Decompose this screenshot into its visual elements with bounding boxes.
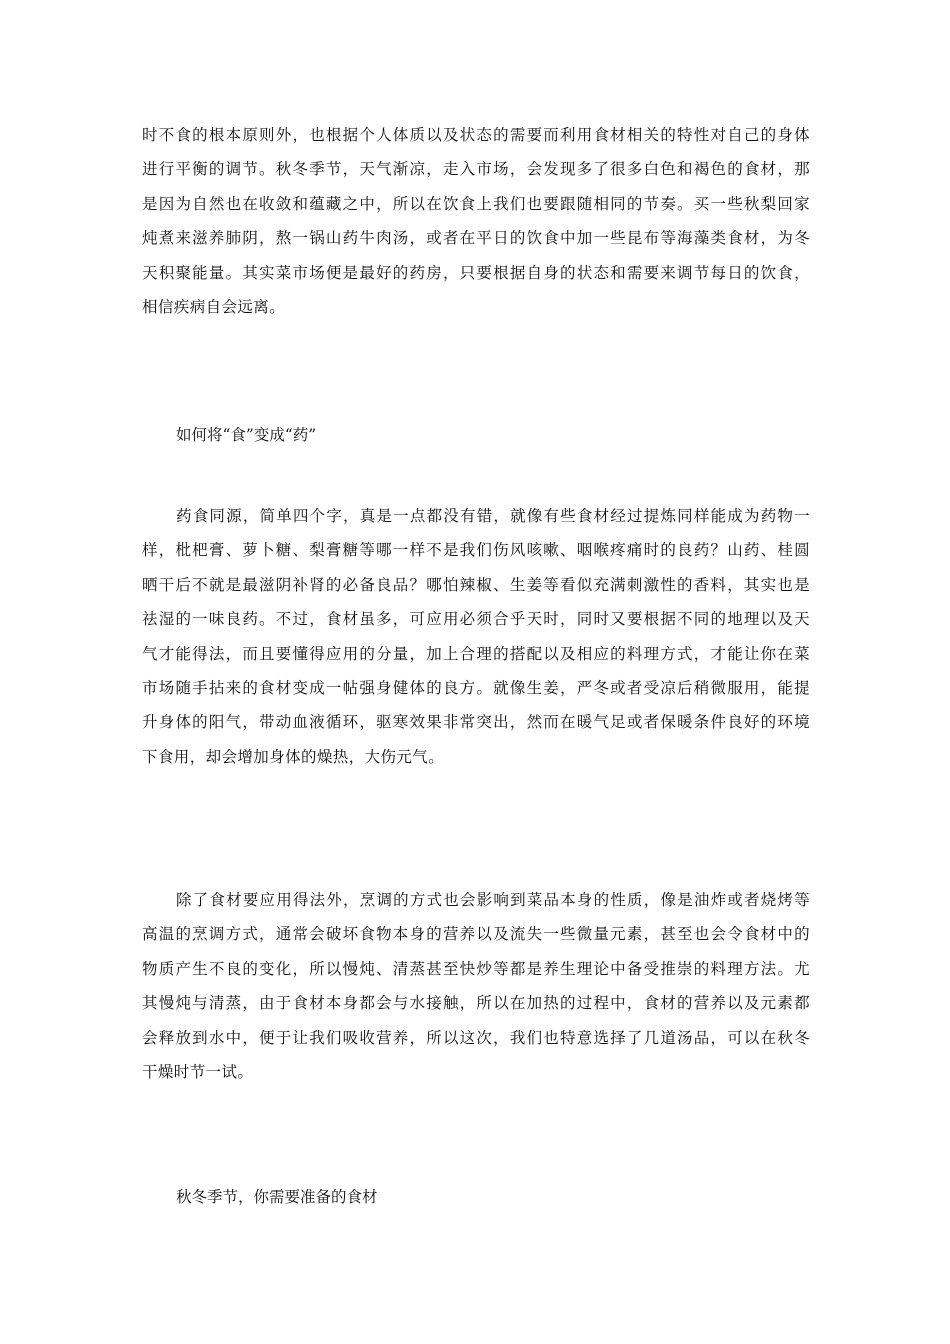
paragraph-line: 会释放到水中，便于让我们吸收营养，所以这次，我们也特意选择了几道汤品，可以在秋冬 xyxy=(142,1028,810,1047)
section-heading-autumn-winter-ingredients: 秋冬季节，你需要准备的食材 xyxy=(176,1188,378,1206)
paragraph-line: 时不食的根本原则外，也根据个人体质以及状态的需要而利用食材相关的特性对自己的身体 xyxy=(142,126,810,144)
paragraph-seasonal-eating xyxy=(142,118,810,324)
paragraph-line: 市场随手拈来的食材变成一帖强身健体的良方。就像生姜，严冬或者受凉后稍微服用，能提 xyxy=(142,679,810,698)
paragraph-line: 气才能得法，而且要懂得应用的分量，加上合理的搭配以及相应的料理方式，才能让你在菜 xyxy=(142,644,810,663)
paragraph-line: 高温的烹调方式，通常会破坏食物本身的营养以及流失一些微量元素，甚至也会令食材中的 xyxy=(142,925,810,944)
paragraph-line: 天积聚能量。其实菜市场便是最好的药房，只要根据自身的状态和需要来调节每日的饮食， xyxy=(142,263,810,282)
paragraph-cooking-methods xyxy=(142,883,810,1089)
paragraph-food-medicine-origin xyxy=(142,499,810,774)
paragraph-line: 其慢炖与清蒸，由于食材本身都会与水接触，所以在加热的过程中，食材的营养以及元素都 xyxy=(142,994,810,1013)
section-heading-food-to-medicine: 如何将“食”变成“药” xyxy=(176,426,317,444)
paragraph-line: 药食同源，简单四个字，真是一点都没有错，就像有些食材经过提炼同样能成为药物一 xyxy=(176,507,810,525)
paragraph-line: 除了食材要应用得法外，烹调的方式也会影响到菜品本身的性质，像是油炸或者烧烤等 xyxy=(176,891,810,909)
paragraph-line: 祛湿的一味良药。不过，食材虽多，可应用必须合乎天时，同时又要根据不同的地理以及天 xyxy=(142,610,810,629)
paragraph-line: 炖煮来滋养肺阴，熬一锅山药牛肉汤，或者在平日的饮食中加一些昆布等海藻类食材，为冬 xyxy=(142,229,810,248)
paragraph-line: 进行平衡的调节。秋冬季节，天气渐凉，走入市场，会发现多了很多白色和褐色的食材，那 xyxy=(142,160,810,179)
paragraph-line: 干燥时节一试。 xyxy=(142,1063,254,1082)
paragraph-line: 晒干后不就是最滋阴补肾的必备良品？哪怕辣椒、生姜等看似充满刺激性的香料，其实也是 xyxy=(142,575,810,594)
paragraph-line: 升身体的阳气，带动血液循环，驱寒效果非常突出，然而在暖气足或者保暖条件良好的环境 xyxy=(142,713,810,732)
paragraph-line: 是因为自然也在收敛和蕴藏之中，所以在饮食上我们也要跟随相同的节奏。买一些秋梨回家 xyxy=(142,194,810,213)
paragraph-line: 样，枇杷膏、萝卜糖、梨膏糖等哪一样不是我们伤风咳嗽、咽喉疼痛时的良药？山药、桂圆 xyxy=(142,541,810,560)
paragraph-line: 物质产生不良的变化，所以慢炖、清蒸甚至快炒等都是养生理论中备受推崇的料理方法。尤 xyxy=(142,959,810,978)
paragraph-line: 相信疾病自会远离。 xyxy=(142,298,286,317)
paragraph-line: 下食用，却会增加身体的燥热，大伤元气。 xyxy=(142,747,445,766)
